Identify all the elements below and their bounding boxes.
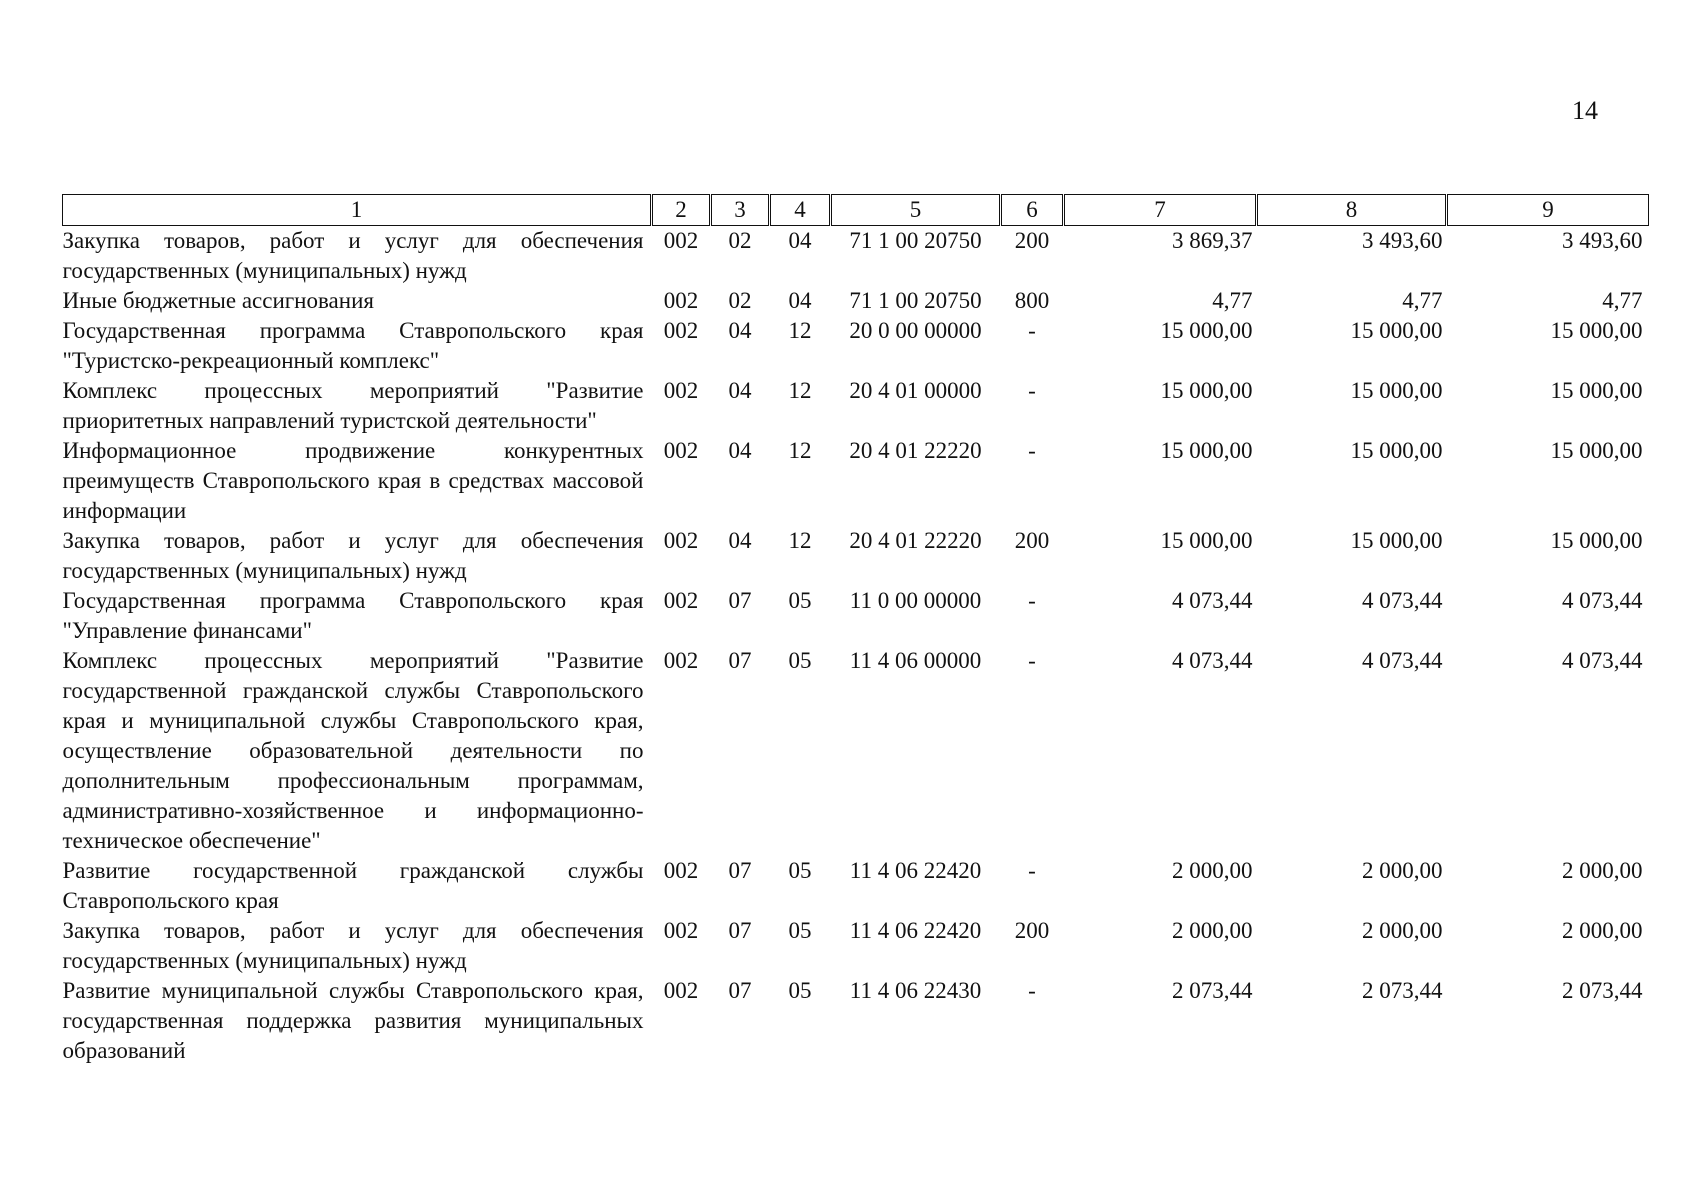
row-value-2: 15 000,00 — [1350, 528, 1443, 553]
row-kcsr: 20 4 01 22220 — [849, 438, 982, 463]
row-name: Комплекс процессных мероприятий "Развитие приоритетных направлений туристской деятельности" — [62, 378, 644, 433]
row-rz: 04 — [728, 438, 752, 463]
row-vr: 200 — [1014, 528, 1050, 553]
row-value-1: 4,77 — [1212, 288, 1253, 313]
row-value-1: 4 073,44 — [1172, 588, 1253, 613]
row-value-3: 15 000,00 — [1550, 528, 1643, 553]
row-pr: 05 — [788, 588, 812, 613]
row-kcsr: 20 4 01 00000 — [849, 378, 982, 403]
row-rz: 07 — [728, 978, 752, 1003]
table-row — [63, 286, 1649, 316]
row-rz: 04 — [728, 528, 752, 553]
row-vr: 800 — [1014, 288, 1050, 313]
row-value-3: 2 073,44 — [1562, 978, 1643, 1003]
row-value-3: 2 000,00 — [1562, 918, 1643, 943]
row-name: Закупка товаров, работ и услуг для обеспечения государственных (муниципальных) нужд — [62, 228, 644, 283]
header-cell-1: 1 — [63, 195, 652, 226]
row-name: Развитие государственной гражданской службы Ставропольского края — [62, 858, 644, 913]
row-value-3: 2 000,00 — [1562, 858, 1643, 883]
row-value-3: 15 000,00 — [1550, 378, 1643, 403]
row-value-3: 4,77 — [1602, 288, 1643, 313]
row-vr: - — [1028, 648, 1036, 673]
row-kcsr: 20 0 00 00000 — [849, 318, 982, 343]
table-row — [63, 976, 1649, 1066]
table-body — [63, 226, 1649, 1067]
row-value-2: 15 000,00 — [1350, 318, 1443, 343]
header-cell-7: 7 — [1064, 195, 1257, 226]
row-value-2: 3 493,60 — [1362, 228, 1443, 253]
row-rz: 07 — [728, 858, 752, 883]
row-value-3: 3 493,60 — [1562, 228, 1643, 253]
row-pr: 12 — [788, 318, 812, 343]
row-vr: - — [1028, 588, 1036, 613]
row-kcsr: 11 4 06 22430 — [849, 978, 982, 1003]
row-ved: 002 — [663, 528, 699, 553]
row-kcsr: 11 4 06 22420 — [849, 918, 982, 943]
row-value-2: 2 000,00 — [1362, 858, 1443, 883]
header-cell-3: 3 — [711, 195, 770, 226]
row-ved: 002 — [663, 378, 699, 403]
row-pr: 04 — [788, 288, 812, 313]
table-row — [63, 856, 1649, 916]
row-kcsr: 71 1 00 20750 — [849, 228, 982, 253]
row-vr: - — [1028, 438, 1036, 463]
page-number: 14 — [1572, 96, 1598, 125]
row-pr: 05 — [788, 978, 812, 1003]
header-cell-2: 2 — [652, 195, 711, 226]
row-value-3: 15 000,00 — [1550, 438, 1643, 463]
row-value-1: 2 000,00 — [1172, 918, 1253, 943]
row-value-2: 4 073,44 — [1362, 648, 1443, 673]
table-row — [63, 646, 1649, 856]
row-kcsr: 71 1 00 20750 — [849, 288, 982, 313]
table-row — [63, 916, 1649, 976]
table-row — [63, 226, 1649, 287]
row-vr: - — [1028, 858, 1036, 883]
header-cell-8: 8 — [1257, 195, 1447, 226]
table-row — [63, 526, 1649, 586]
row-name: Развитие муниципальной службы Ставропольского края, государственная поддержка развития муниципальных образований — [62, 978, 644, 1063]
row-value-1: 3 869,37 — [1172, 228, 1253, 253]
row-kcsr: 20 4 01 22220 — [849, 528, 982, 553]
row-name: Комплекс процессных мероприятий "Развитие государственной гражданской службы Ставропольского края и муниципальной службы Ставропольского края, осуществление образовательной деятельности по дополнительным профессиональным программам, административно-хозяйственное и информационно-техническое обеспечение" — [62, 648, 644, 853]
header-row — [63, 195, 1649, 226]
table-header — [63, 195, 1649, 226]
row-name: Государственная программа Ставропольского края "Туристско-рекреационный комплекс" — [62, 318, 644, 373]
row-ved: 002 — [663, 978, 699, 1003]
row-value-2: 15 000,00 — [1350, 378, 1443, 403]
row-value-1: 4 073,44 — [1172, 648, 1253, 673]
row-name: Иные бюджетные ассигнования — [62, 288, 374, 313]
row-name: Закупка товаров, работ и услуг для обеспечения государственных (муниципальных) нужд — [62, 528, 644, 583]
row-rz: 04 — [728, 378, 752, 403]
row-value-3: 4 073,44 — [1562, 588, 1643, 613]
row-rz: 07 — [728, 918, 752, 943]
row-value-2: 4,77 — [1402, 288, 1443, 313]
row-kcsr: 11 0 00 00000 — [849, 588, 982, 613]
row-pr: 05 — [788, 858, 812, 883]
row-vr: 200 — [1014, 918, 1050, 943]
table-row — [63, 376, 1649, 436]
row-rz: 07 — [728, 588, 752, 613]
table-row — [63, 586, 1649, 646]
table-row — [63, 436, 1649, 526]
row-rz: 02 — [728, 228, 752, 253]
row-rz: 02 — [728, 288, 752, 313]
header-cell-5: 5 — [831, 195, 1001, 226]
header-cell-4: 4 — [770, 195, 831, 226]
row-kcsr: 11 4 06 00000 — [849, 648, 982, 673]
row-ved: 002 — [663, 918, 699, 943]
row-pr: 12 — [788, 378, 812, 403]
row-vr: - — [1028, 978, 1036, 1003]
row-name: Закупка товаров, работ и услуг для обеспечения государственных (муниципальных) нужд — [62, 918, 644, 973]
row-rz: 04 — [728, 318, 752, 343]
row-value-1: 2 073,44 — [1172, 978, 1253, 1003]
row-vr: 200 — [1014, 228, 1050, 253]
row-ved: 002 — [663, 648, 699, 673]
row-rz: 07 — [728, 648, 752, 673]
row-ved: 002 — [663, 588, 699, 613]
row-value-3: 4 073,44 — [1562, 648, 1643, 673]
row-pr: 05 — [788, 648, 812, 673]
row-ved: 002 — [663, 288, 699, 313]
row-kcsr: 11 4 06 22420 — [849, 858, 982, 883]
row-ved: 002 — [663, 228, 699, 253]
row-value-2: 4 073,44 — [1362, 588, 1443, 613]
row-value-3: 15 000,00 — [1550, 318, 1643, 343]
row-value-2: 2 073,44 — [1362, 978, 1443, 1003]
row-value-1: 15 000,00 — [1160, 318, 1253, 343]
header-cell-9: 9 — [1447, 195, 1649, 226]
row-pr: 05 — [788, 918, 812, 943]
row-value-1: 15 000,00 — [1160, 528, 1253, 553]
header-cell-6: 6 — [1001, 195, 1064, 226]
row-vr: - — [1028, 378, 1036, 403]
row-value-1: 15 000,00 — [1160, 378, 1253, 403]
row-value-2: 2 000,00 — [1362, 918, 1443, 943]
row-value-1: 15 000,00 — [1160, 438, 1253, 463]
table-row — [63, 316, 1649, 376]
row-ved: 002 — [663, 858, 699, 883]
row-name: Информационное продвижение конкурентных преимуществ Ставропольского края в средствах массовой информации — [62, 438, 644, 523]
row-value-2: 15 000,00 — [1350, 438, 1443, 463]
row-value-1: 2 000,00 — [1172, 858, 1253, 883]
row-pr: 12 — [788, 438, 812, 463]
row-ved: 002 — [663, 438, 699, 463]
row-pr: 04 — [788, 228, 812, 253]
row-vr: - — [1028, 318, 1036, 343]
row-name: Государственная программа Ставропольского края "Управление финансами" — [62, 588, 644, 643]
row-pr: 12 — [788, 528, 812, 553]
row-ved: 002 — [663, 318, 699, 343]
budget-table — [62, 194, 1649, 1066]
